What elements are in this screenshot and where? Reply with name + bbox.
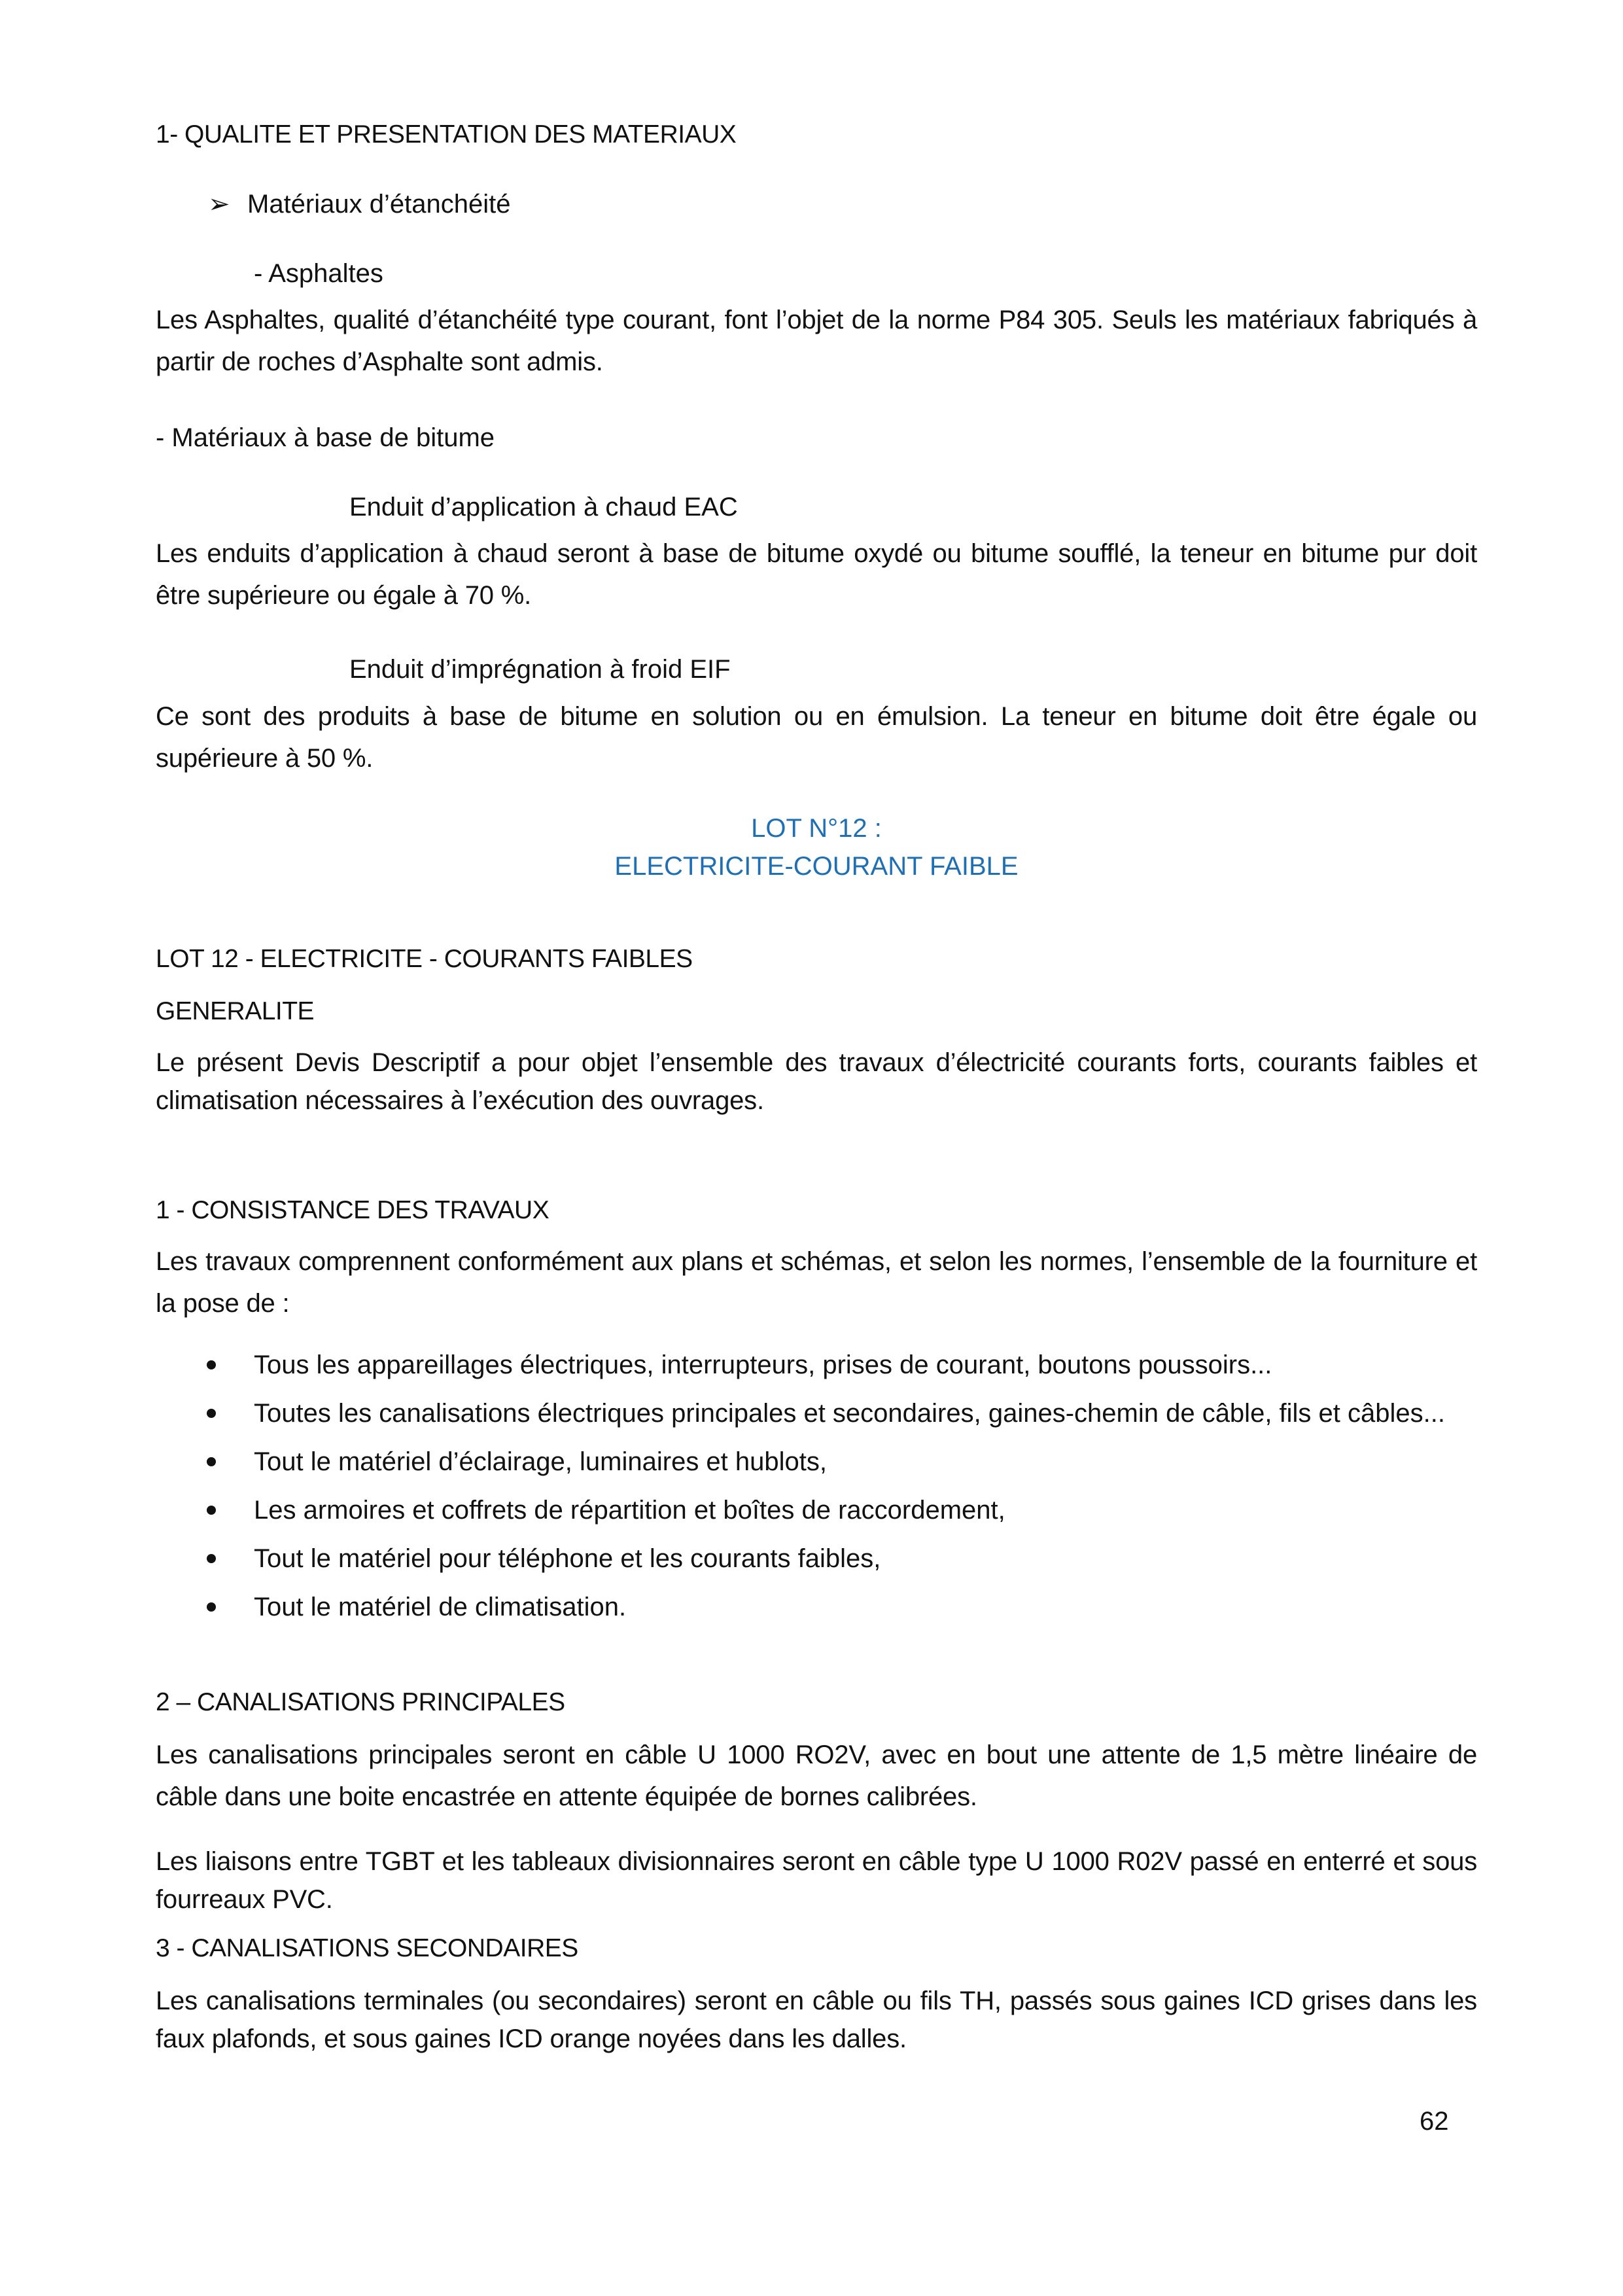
arrow-bullet-icon: ➢ bbox=[208, 190, 230, 219]
consistance-heading: 1 - CONSISTANCE DES TRAVAUX bbox=[156, 1196, 550, 1224]
paragraph-principales-1: Les canalisations principales seront en câble U 1000 RO2V, avec en bout une attente de 1,5 mètre linéaire de câble dans une boite encastrée en attente équipée de bornes calibrées. bbox=[156, 1740, 1477, 1811]
list-item bbox=[156, 1394, 1477, 1432]
paragraph-asphaltes: Les Asphaltes, qualité d’étanchéité type courant, font l’objet de la norme P84 305. Seuls les matériaux fabriqués à partir de roches d’Asphalte sont admis. bbox=[156, 306, 1477, 376]
subheading-eif: Enduit d’imprégnation à froid EIF bbox=[349, 655, 731, 684]
subheading-etancheite-label: Matériaux d’étanchéité bbox=[247, 190, 511, 219]
list-item-text: Les armoires et coffrets de répartition et boîtes de raccordement, bbox=[254, 1496, 1005, 1525]
list-item bbox=[156, 1443, 1477, 1481]
lot12-heading: LOT 12 - ELECTRICITE - COURANTS FAIBLES bbox=[156, 945, 693, 973]
bullet-dot-icon bbox=[207, 1506, 216, 1515]
list-item-text: Toutes les canalisations électriques principales et secondaires, gaines-chemin de câble, fils et câbles... bbox=[254, 1399, 1445, 1428]
subheading-bitume: - Matériaux à base de bitume bbox=[156, 423, 495, 452]
paragraph-principales-2: Les liaisons entre TGBT et les tableaux divisionnaires seront en câble type U 1000 R02V passé en enterré et sous fourreaux PVC. bbox=[156, 1847, 1477, 1914]
list-item-text: Tous les appareillages électriques, interrupteurs, prises de courant, boutons poussoirs... bbox=[254, 1351, 1272, 1379]
lot-title bbox=[156, 809, 1477, 885]
paragraph-secondaires: Les canalisations terminales (ou secondaires) seront en câble ou fils TH, passés sous gaines ICD grises dans les faux plafonds, et sous gaines ICD orange noyées dans les dalles. bbox=[156, 1987, 1477, 2053]
secondaires-heading: 3 - CANALISATIONS SECONDAIRES bbox=[156, 1934, 578, 1962]
list-item-text: Tout le matériel pour téléphone et les courants faibles, bbox=[254, 1544, 881, 1573]
bullet-dot-icon bbox=[207, 1602, 216, 1612]
subheading-eac: Enduit d’application à chaud EAC bbox=[349, 493, 738, 521]
page-number: 62 bbox=[1420, 2107, 1449, 2136]
lot-title-line1: LOT N°12 : bbox=[751, 814, 882, 843]
bullet-dot-icon bbox=[207, 1457, 216, 1466]
list-item bbox=[156, 1588, 1477, 1626]
section-heading-qualite: 1- QUALITE ET PRESENTATION DES MATERIAUX bbox=[156, 120, 737, 149]
list-item bbox=[156, 1540, 1477, 1578]
list-item-text: Tout le matériel d’éclairage, luminaires et hublots, bbox=[254, 1447, 827, 1476]
bullet-dot-icon bbox=[207, 1360, 216, 1369]
principales-heading: 2 – CANALISATIONS PRINCIPALES bbox=[156, 1688, 565, 1716]
consistance-bullet-list bbox=[156, 1346, 1477, 1626]
lot-title-line2: ELECTRICITE-COURANT FAIBLE bbox=[614, 852, 1019, 881]
list-item-text: Tout le matériel de climatisation. bbox=[254, 1593, 627, 1621]
subheading-asphaltes: - Asphaltes bbox=[254, 259, 383, 288]
paragraph-eac: Les enduits d’application à chaud seront à base de bitume oxydé ou bitume soufflé, la teneur en bitume pur doit être supérieure ou égale à 70 %. bbox=[156, 539, 1477, 610]
paragraph-consistance-intro: Les travaux comprennent conformément aux plans et schémas, et selon les normes, l’ensemble de la fourniture et la pose de : bbox=[156, 1247, 1477, 1318]
list-item bbox=[156, 1491, 1477, 1529]
bullet-dot-icon bbox=[207, 1554, 216, 1563]
paragraph-generalite: Le présent Devis Descriptif a pour objet l’ensemble des travaux d’électricité courants forts, courants faibles et climatisation nécessaires à l’exécution des ouvrages. bbox=[156, 1048, 1477, 1115]
paragraph-eif: Ce sont des produits à base de bitume en solution ou en émulsion. La teneur en bitume doit être égale ou supérieure à 50 %. bbox=[156, 702, 1477, 773]
generalite-heading: GENERALITE bbox=[156, 997, 315, 1025]
subheading-etancheite bbox=[208, 188, 1529, 220]
list-item bbox=[156, 1346, 1477, 1384]
bullet-dot-icon bbox=[207, 1409, 216, 1418]
